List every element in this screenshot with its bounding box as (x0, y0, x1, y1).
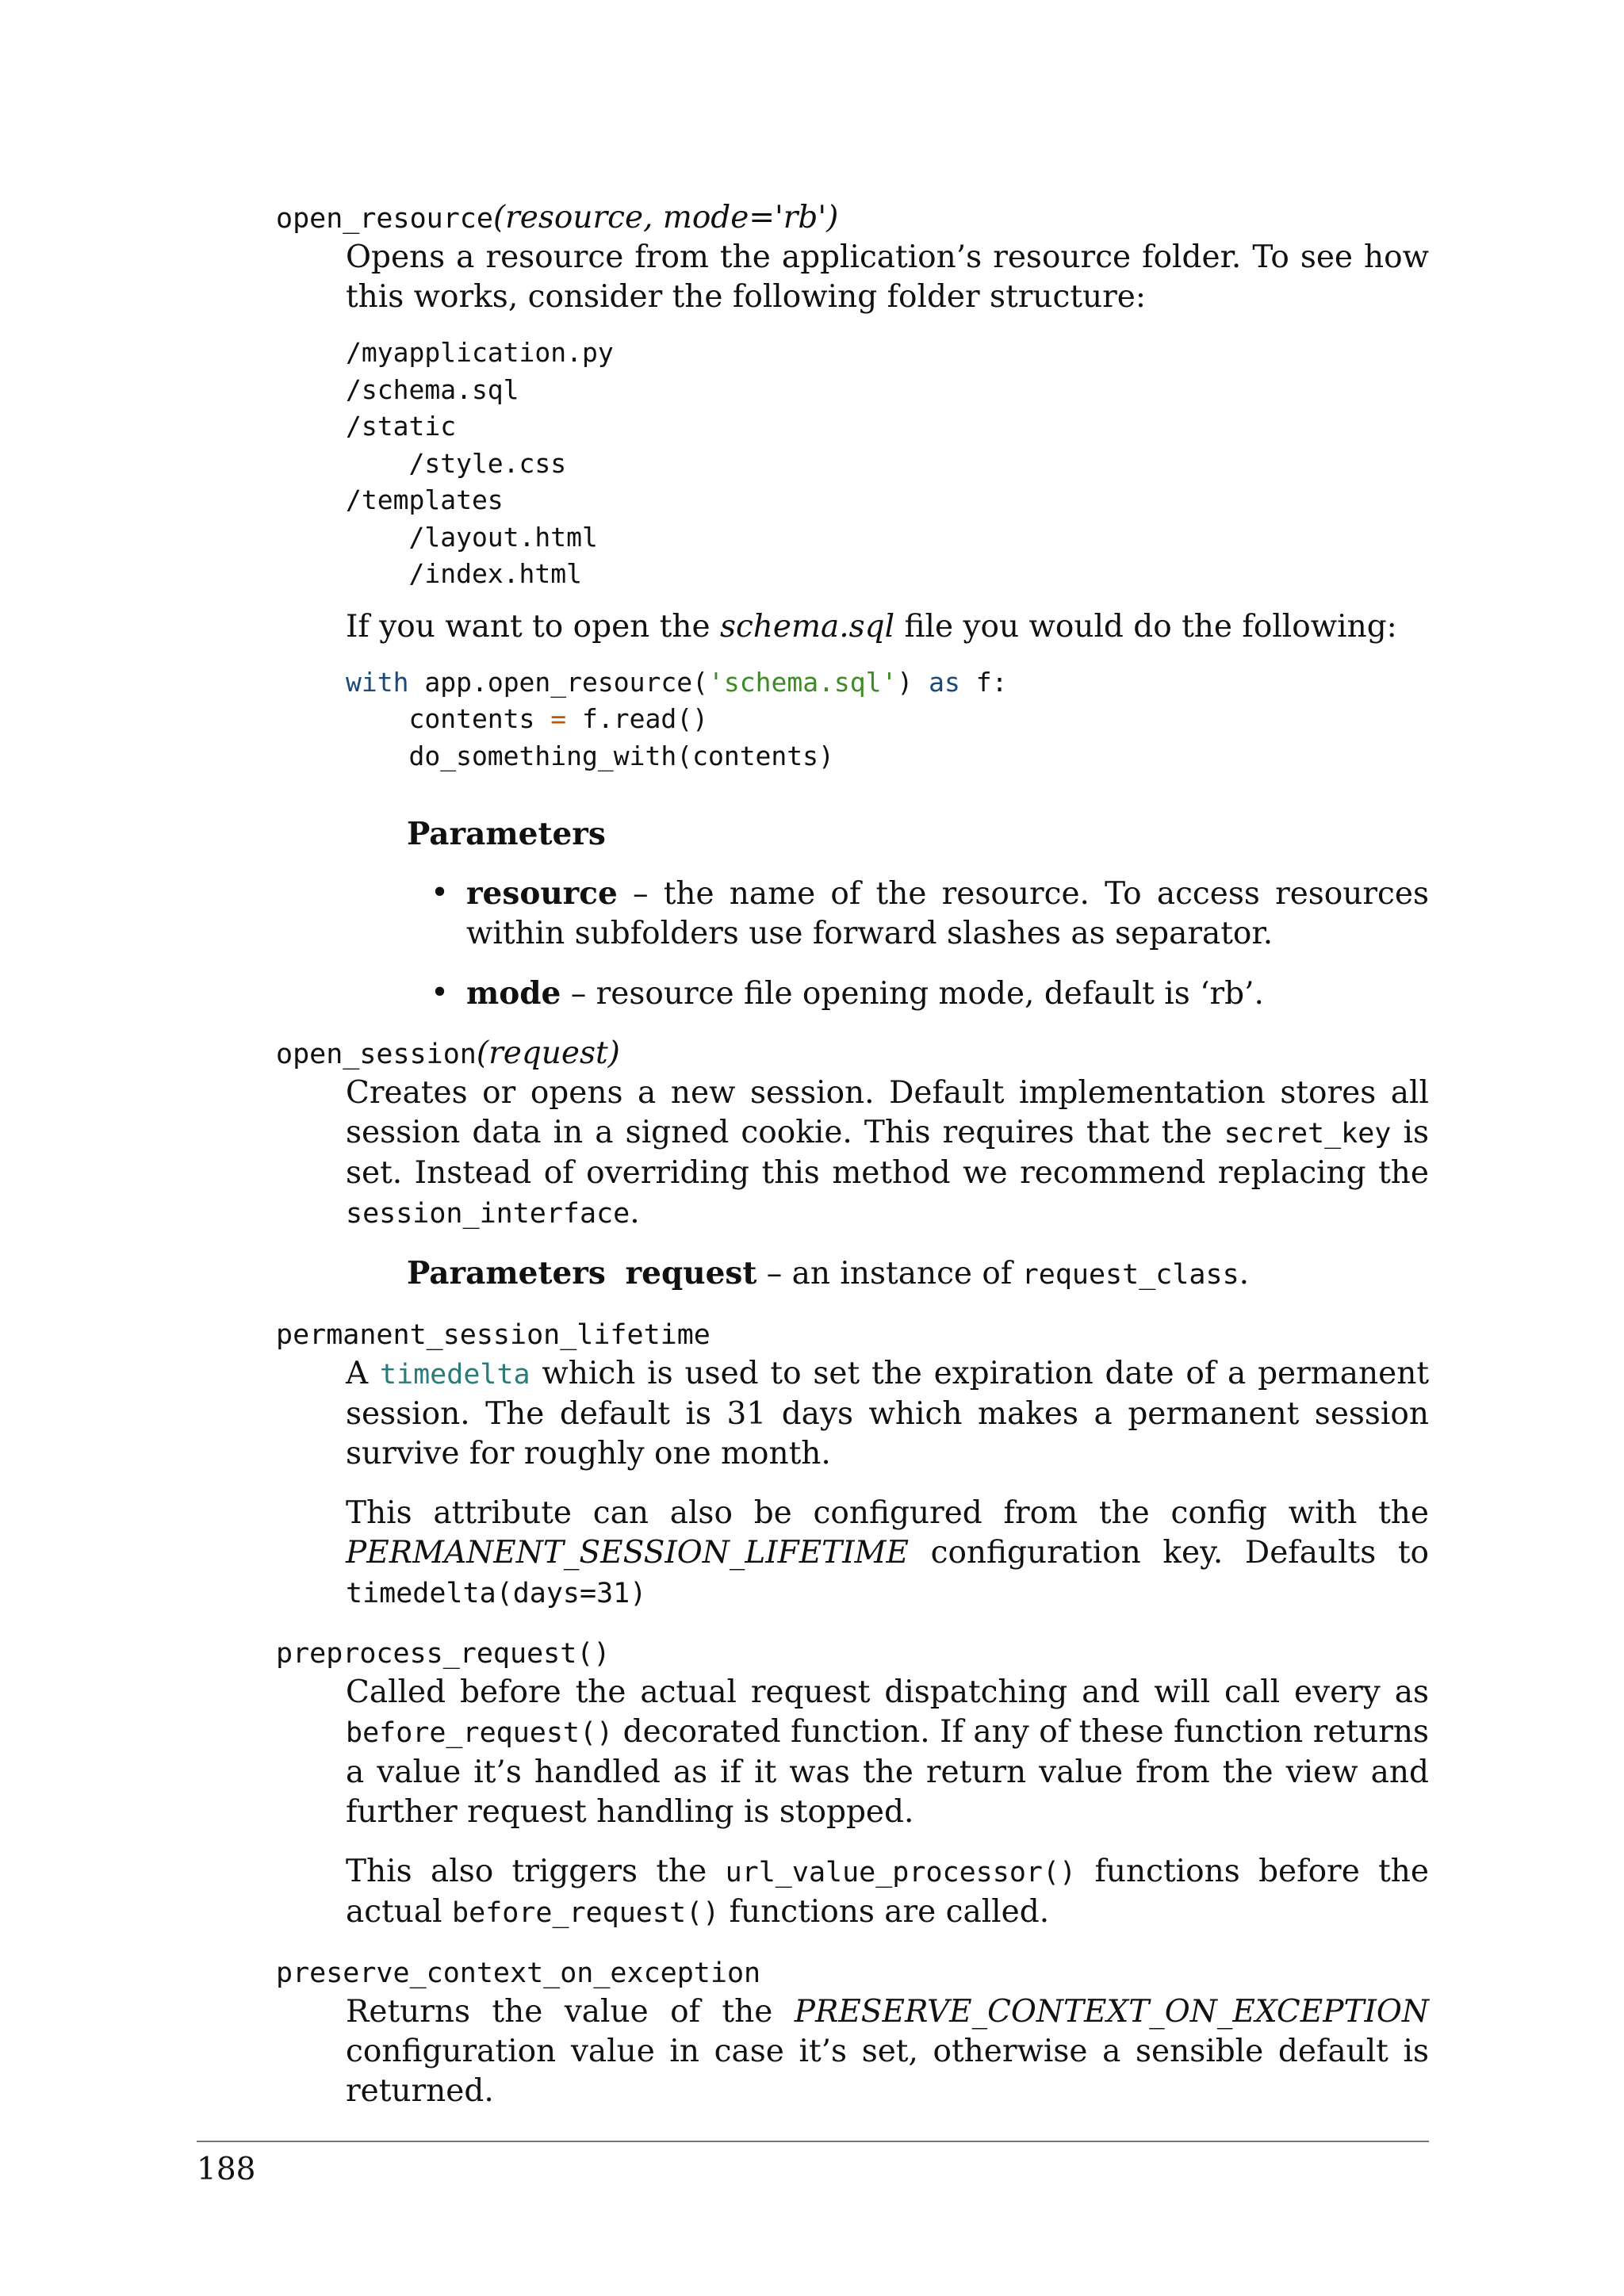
usage-intro (346, 607, 1429, 647)
footer-divider (197, 2141, 1429, 2142)
parameter-item (431, 974, 1429, 1014)
inline-code: url_value_processor() (725, 1857, 1077, 1888)
parameter-description: – resource file opening mode, default is ‘rb’. (561, 976, 1264, 1012)
text-fragment: is set. Instead of overriding this method we recommend replacing the (346, 1115, 1429, 1191)
folder-line: /style.css (346, 447, 567, 479)
attribute-body (346, 1992, 1429, 2111)
attribute-description (346, 1354, 1429, 1474)
entry-preserve-context-on-exception (276, 1953, 1429, 2111)
attribute-description (346, 1992, 1429, 2111)
config-key: PERMANENT_SESSION_LIFETIME (346, 1535, 909, 1571)
text-fragment: This attribute can also be configured from the config with the (346, 1495, 1429, 1531)
method-signature (276, 1034, 1429, 1073)
text-fragment: Called before the actual request dispatching and will call every as (346, 1674, 1429, 1710)
parameters-heading: Parameters (407, 816, 606, 852)
method-name: open_resource (276, 203, 493, 235)
inline-code: timedelta(days=31) (346, 1578, 647, 1609)
method-args: () (576, 1638, 611, 1670)
attribute-signature (276, 1953, 1429, 1992)
page-number: 188 (197, 2152, 256, 2187)
method-name: open_session (276, 1039, 477, 1070)
api-reference-content (276, 198, 1429, 2111)
text-fragment: . (630, 1195, 640, 1230)
parameter-item (431, 874, 1429, 954)
code-string: 'schema.sql' (707, 666, 898, 698)
folder-line: /schema.sql (346, 373, 519, 405)
method-signature (276, 1633, 1429, 1673)
code-line (346, 701, 1429, 738)
inline-code: before_request() (452, 1897, 720, 1929)
folder-line: /templates (346, 484, 504, 515)
attribute-name: preserve_context_on_exception (276, 1957, 761, 1989)
code-example-block (346, 664, 1429, 775)
text-fragment: functions are called. (719, 1894, 1050, 1930)
text-fragment: decorated function. If any of these function returns a value it’s handled as if it was the return value from the view and further request handling is stopped. (346, 1714, 1429, 1830)
code-text: app.open_resource( (408, 666, 708, 698)
text-fragment: configuration key. Defaults to (909, 1535, 1429, 1571)
entry-permanent-session-lifetime (276, 1314, 1429, 1613)
method-note (346, 1852, 1429, 1933)
method-args: (request) (476, 1035, 620, 1071)
inline-code: before_request() (346, 1717, 614, 1749)
method-body (346, 238, 1429, 1014)
timedelta-link[interactable]: timedelta (379, 1359, 530, 1391)
file-name: schema.sql (719, 608, 895, 645)
text-fragment: Creates or opens a new session. Default implementation stores all session data in a signed cookie. This requires that the (346, 1075, 1429, 1150)
method-args: (resource, mode='rb') (492, 200, 839, 235)
parameter-description: – the name of the resource. To access resources within subfolders use forward slashes as separator. (466, 876, 1429, 951)
code-text: contents (346, 703, 551, 734)
text-fragment: file you would do the following: (894, 608, 1397, 645)
folder-line: /static (346, 411, 457, 442)
code-text: ) (897, 666, 929, 698)
method-description (346, 1073, 1429, 1234)
method-signature (276, 198, 1429, 238)
attribute-body (346, 1354, 1429, 1613)
parameter-name: mode (466, 975, 561, 1012)
attribute-name: permanent_session_lifetime (276, 1319, 710, 1351)
parameter-description: – an instance of (756, 1256, 1022, 1292)
method-name: preprocess_request (276, 1638, 577, 1670)
text-fragment: configuration value in case it’s set, otherwise a sensible default is returned. (346, 2034, 1429, 2109)
parameters-heading: Parameters (407, 1255, 606, 1292)
attribute-config-note (346, 1494, 1429, 1613)
config-key: PRESERVE_CONTEXT_ON_EXCEPTION (794, 1994, 1429, 2030)
parameter-list (407, 874, 1429, 1014)
method-description (346, 1673, 1429, 1832)
folder-line: /layout.html (346, 521, 598, 553)
code-keyword: with (346, 666, 409, 698)
inline-code: request_class (1021, 1259, 1239, 1291)
parameter-name: resource (466, 875, 618, 912)
folder-structure-block (346, 335, 1429, 593)
code-keyword: as (929, 666, 960, 698)
parameters-section (407, 814, 1429, 1014)
parameter-name: request (625, 1255, 757, 1292)
code-text: f.read() (566, 703, 708, 734)
code-line (346, 664, 1429, 702)
code-text: f: (959, 666, 1008, 698)
entry-open-resource (276, 198, 1429, 1014)
folder-line: /index.html (346, 558, 583, 589)
text-fragment: functions before the actual (346, 1854, 1429, 1930)
inline-code: session_interface (346, 1198, 630, 1230)
text-fragment: . (1239, 1256, 1250, 1292)
parameters-inline (407, 1253, 1429, 1295)
entry-open-session (276, 1034, 1429, 1295)
entry-preprocess-request (276, 1633, 1429, 1933)
folder-line: /myapplication.py (346, 337, 614, 368)
method-body (346, 1073, 1429, 1295)
method-body (346, 1673, 1429, 1933)
text-fragment: which is used to set the expiration date of a permanent session. The default is 31 days which makes a permanent session survive for roughly one month. (346, 1356, 1429, 1471)
code-operator: = (550, 703, 567, 734)
text-fragment: A (346, 1356, 380, 1391)
attribute-signature (276, 1314, 1429, 1354)
code-line: do_something_with(contents) (346, 740, 834, 771)
method-description: Opens a resource from the application’s resource folder. To see how this works, consider the following folder structure: (346, 239, 1429, 315)
inline-code: secret_key (1224, 1118, 1392, 1150)
text-fragment: Returns the value of the (346, 1994, 795, 2030)
text-fragment: If you want to open the (346, 608, 720, 645)
text-fragment: This also triggers the (346, 1854, 726, 1889)
